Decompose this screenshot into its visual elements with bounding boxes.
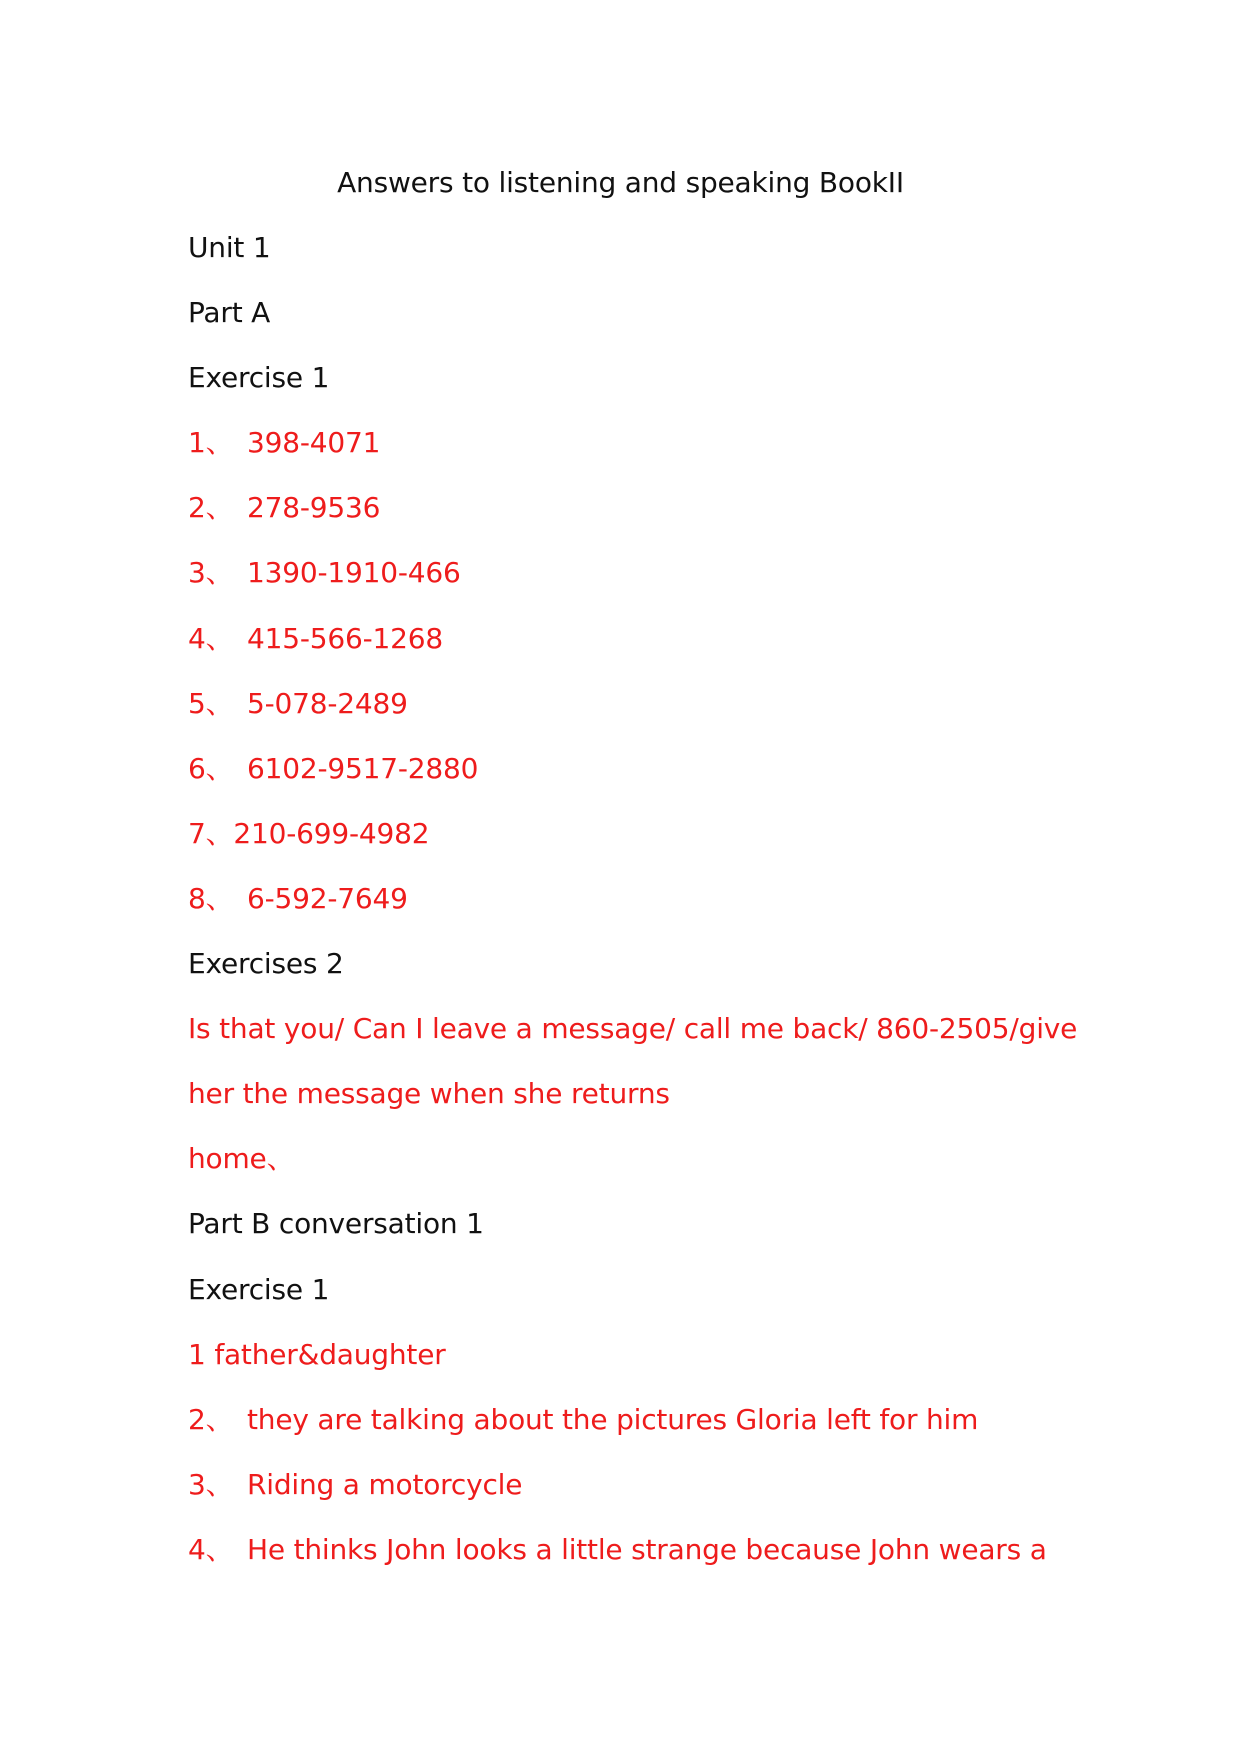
answer-number: 2、 [188,1402,234,1436]
part-b-heading: Part B conversation 1 [188,1207,484,1241]
part-b-answer-line-1: 1 father&daughter [188,1337,446,1371]
answer-number: 2、 [188,491,234,525]
answer-line-6 [188,749,1068,789]
answer-text: 210-699-4982 [233,816,430,850]
part-b-answer-line-2 [188,1400,1068,1440]
part-a-exercise-2-heading: Exercises 2 [188,947,344,981]
part-b-exercise-1-heading: Exercise 1 [188,1272,330,1306]
answer-text: 1390-1910-466 [247,556,461,590]
part-a-heading: Part A [188,296,271,330]
exercise-2-answer-line-3: home、 [188,1142,295,1176]
answer-line-8 [188,879,1068,919]
answer-text: they are talking about the pictures Gloria left for him [247,1402,979,1436]
answer-text: 415-566-1268 [247,621,443,655]
answer-number: 4、 [188,1532,234,1566]
answer-line-2 [188,488,1068,528]
answer-number: 1、 [188,426,234,460]
answer-text: 5-078-2489 [247,686,408,720]
answer-number: 4、 [188,621,234,655]
answer-number: 3、 [188,556,234,590]
part-b-answer-line-4 [188,1530,1068,1570]
answer-number: 8、 [188,881,234,915]
answer-line-1 [188,423,1068,463]
part-a-exercise-1-heading: Exercise 1 [188,361,330,395]
answer-line-4 [188,619,1068,659]
exercise-2-answer-line-1: Is that you/ Can I leave a message/ call me back/ 860-2505/give [188,1012,1078,1046]
answer-line-3 [188,553,1068,593]
answer-text: He thinks John looks a little strange because John wears a [247,1532,1047,1566]
exercise-2-answer-line-2: her the message when she returns [188,1077,670,1111]
answer-number: 3、 [188,1467,234,1501]
unit-heading: Unit 1 [188,231,271,264]
answer-text: Riding a motorcycle [247,1467,523,1501]
answer-line-5 [188,684,1068,724]
answer-text: 398-4071 [247,426,381,460]
document-body [188,228,1078,1595]
document-title: Answers to listening and speaking BookII [337,166,904,199]
answer-number: 7、 [188,816,234,850]
answer-text: 278-9536 [247,491,381,525]
part-b-answer-line-3 [188,1465,1068,1505]
answer-text: 6-592-7649 [247,881,408,915]
answer-line-7 [188,814,1068,854]
answer-number: 6、 [188,751,234,785]
answer-number: 5、 [188,686,234,720]
answer-text: 6102-9517-2880 [247,751,479,785]
